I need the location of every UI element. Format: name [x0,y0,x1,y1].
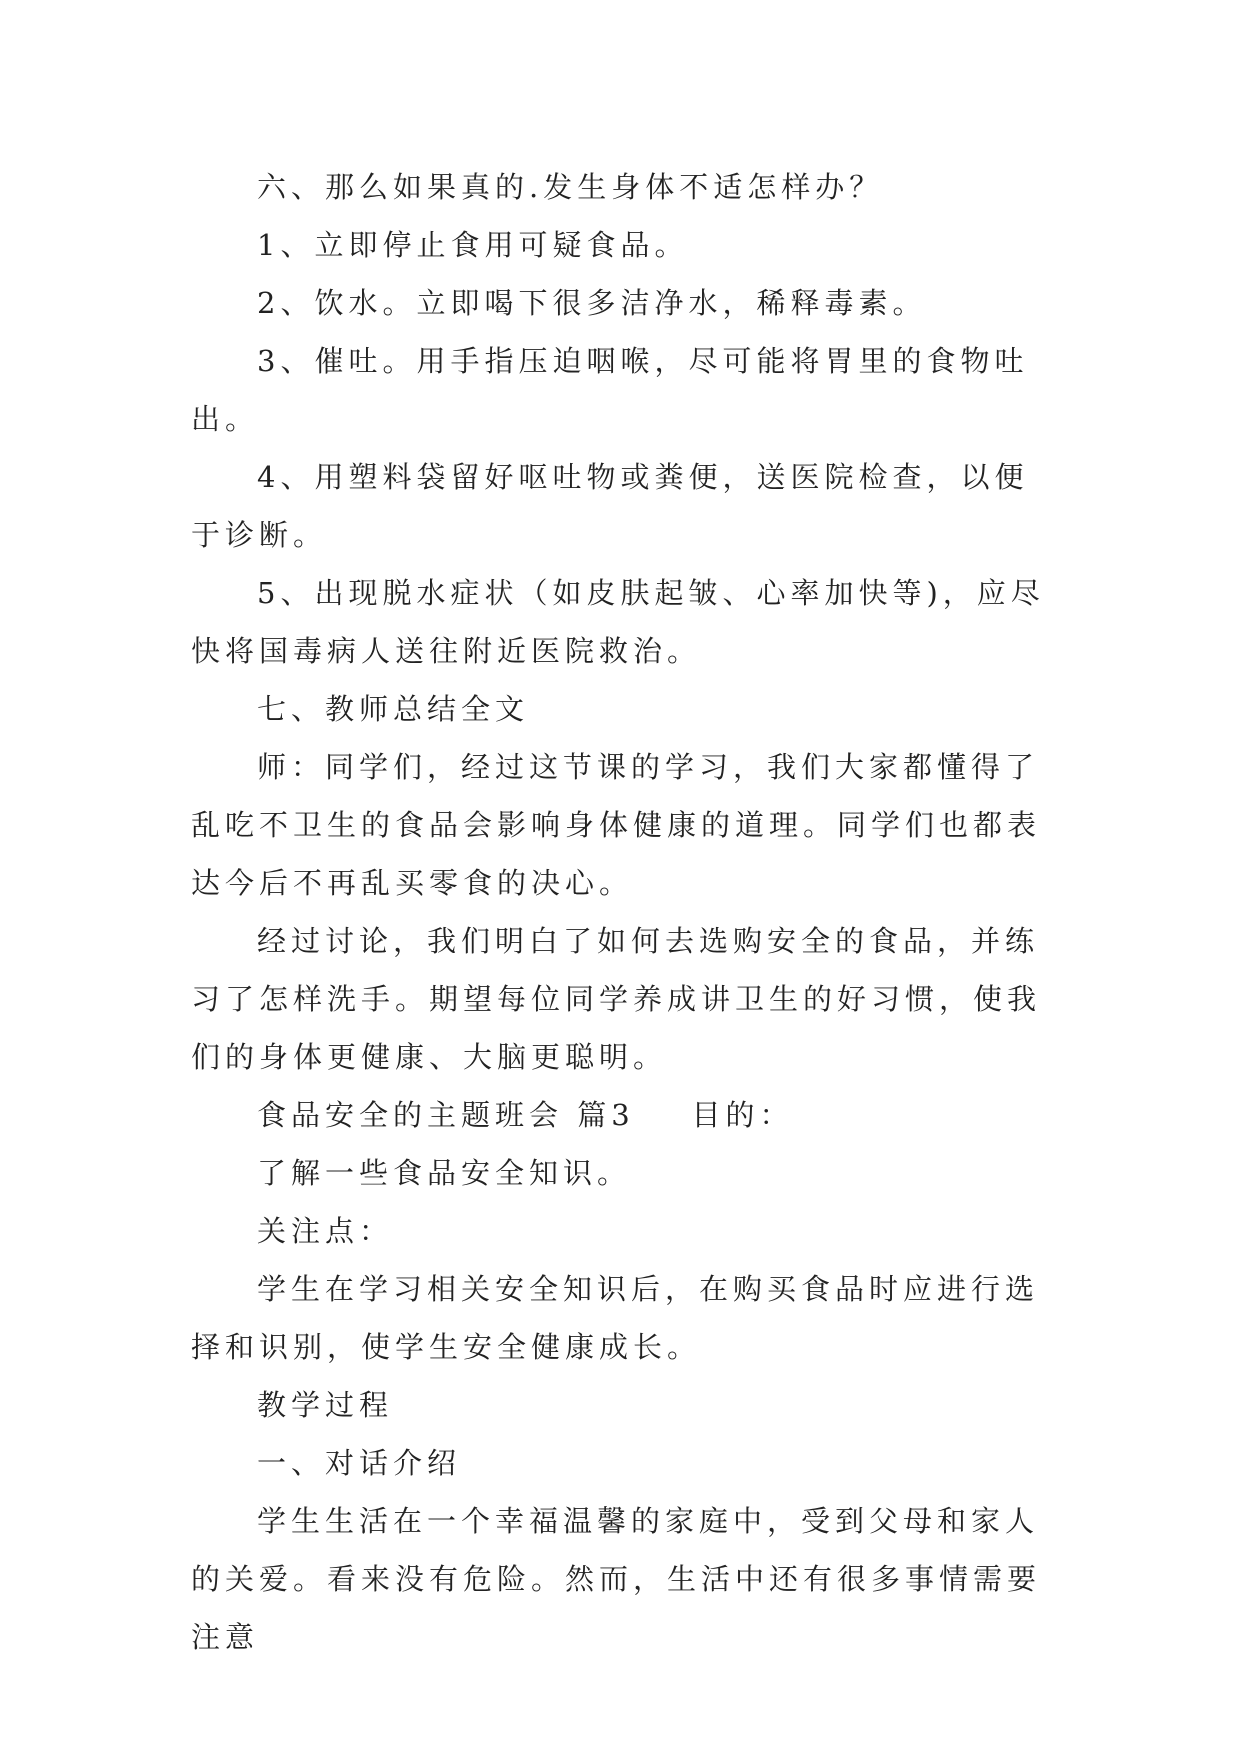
dialogue-intro-paragraph: 学生生活在一个幸福温馨的家庭中，受到父母和家人的关爱。看来没有危险。然而，生活中还有很多事情需要注意 [191,1504,1042,1654]
list-item-4: 4、用塑料袋留好呕吐物或粪便，送医院检查，以便于诊断。 [191,460,1029,552]
list-item-3: 3、催吐。用手指压迫咽喉，尽可能将胃里的食物吐出。 [191,344,1029,436]
heading-seven: 七、教师总结全文 [257,692,530,726]
document-body [191,158,1051,1666]
section-title-part-3: 食品安全的主题班会 篇3 目的： [257,1098,794,1132]
objective-text: 了解一些食品安全知识。 [257,1156,632,1190]
list-item-5: 5、出现脱水症状（如皮肤起皱、心率加快等)，应尽快将国毒病人送往附近医院救治。 [191,576,1045,668]
focus-heading: 关注点： [257,1214,394,1248]
focus-paragraph: 学生在学习相关安全知识后，在购买食品时应进行选择和识别，使学生安全健康成长。 [191,1272,1040,1364]
heading-six: 六、那么如果真的.发生身体不适怎样办？ [257,170,884,204]
teaching-process-heading: 教学过程 [257,1388,394,1422]
discussion-paragraph: 经过讨论，我们明白了如何去选购安全的食品，并练习了怎样洗手。期望每位同学养成讲卫生的好习惯，使我们的身体更健康、大脑更聪明。 [191,924,1042,1074]
list-item-2: 2、饮水。立即喝下很多洁净水，稀释毒素。 [257,286,927,320]
list-item-1: 1、立即停止食用可疑食品。 [257,228,689,262]
dialogue-intro-heading: 一、对话介绍 [257,1446,462,1480]
teacher-summary-paragraph: 师：同学们，经过这节课的学习，我们大家都懂得了乱吃不卫生的食品会影响身体健康的道理。同学们也都表达今后不再乱买零食的决心。 [191,750,1042,900]
